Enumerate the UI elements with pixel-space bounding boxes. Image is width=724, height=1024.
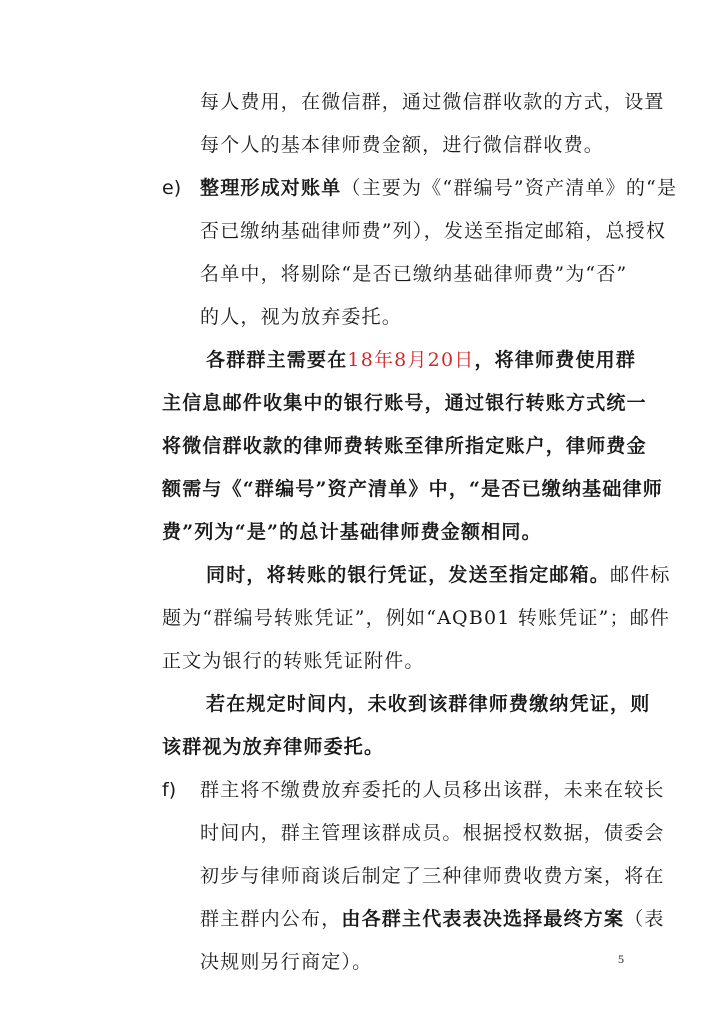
body-text: 群主群内公布， xyxy=(200,908,342,930)
body-line: 主信息邮件收集中的银行账号，通过银行转账方式统一 xyxy=(162,392,647,414)
body-line: 群主将不缴费放弃委托的人员移出该群，未来在较长 xyxy=(200,779,665,801)
body-text: （表 xyxy=(624,908,665,930)
body-line: 正文为银行的转账凭证附件。 xyxy=(162,650,425,672)
body-line: 将微信群收款的律师费转账至律所指定账户，律师费金 xyxy=(162,435,647,457)
body-line: 若在规定时间内，未收到该群律师费缴纳凭证，则 xyxy=(206,693,651,715)
emphasis-text: 同时，将转账的银行凭证，发送至指定邮箱。 xyxy=(206,564,611,586)
list-marker-f: f) xyxy=(162,779,177,801)
body-line: 每个人的基本律师费金额，进行微信群收费。 xyxy=(200,134,605,156)
body-line: 决规则另行商定）。 xyxy=(200,951,373,973)
deadline-line1 xyxy=(206,348,636,372)
body-line: 题为“群编号转账凭证”，例如“AQB01 转账凭证”；邮件 xyxy=(162,607,671,629)
body-text: （主要为《“群编号”资产清单》的“是 xyxy=(341,177,678,199)
list-marker-e: e) xyxy=(162,177,182,199)
emphasis-text: 整理形成对账单 xyxy=(200,177,342,199)
body-line: 费”列为“是”的总计基础律师费金额相同。 xyxy=(162,521,542,543)
list-item-e-line1 xyxy=(200,176,677,200)
body-line: 初步与律师商谈后制定了三种律师费收费方案，将在 xyxy=(200,865,665,887)
body-line: 时间内，群主管理该群成员。根据授权数据，债委会 xyxy=(200,822,665,844)
page-number: 5 xyxy=(618,952,624,966)
body-line: 的人，视为放弃委托。 xyxy=(200,306,403,328)
voucher-line1 xyxy=(206,563,671,587)
deadline-date: 18年8月20日 xyxy=(347,349,475,371)
list-item-f-line4 xyxy=(200,907,665,931)
body-text: 邮件标 xyxy=(610,564,671,586)
emphasis-text: 由各群主代表表决选择最终方案 xyxy=(341,908,625,930)
body-line: 否已缴纳基础律师费”列），发送至指定邮箱，总授权 xyxy=(200,220,667,242)
body-line: 额需与《“群编号”资产清单》中，“是否已缴纳基础律师 xyxy=(162,478,663,500)
body-line: 名单中，将剔除“是否已缴纳基础律师费”为“否” xyxy=(200,263,628,285)
body-line: 该群视为放弃律师委托。 xyxy=(162,736,385,758)
body-text: 各群群主需要在 xyxy=(206,349,348,371)
body-text: ，将律师费使用群 xyxy=(474,349,637,371)
body-line: 每人费用，在微信群，通过微信群收款的方式，设置 xyxy=(200,91,665,113)
